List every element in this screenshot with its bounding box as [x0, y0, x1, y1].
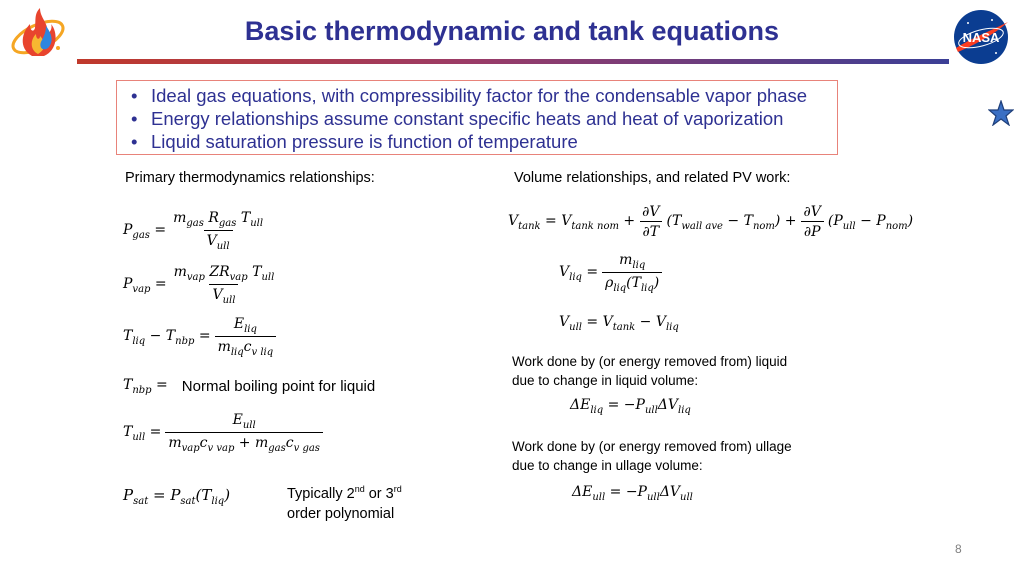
- liquid-work-note: Work done by (or energy removed from) liquid due to change in liquid volume:: [512, 354, 788, 388]
- tnbp-description: Normal boiling point for liquid: [181, 378, 376, 395]
- equation-t-nbp: $T_{nbp}$ = Normal boiling point for liquid: [123, 377, 376, 396]
- equation-t-ull: $T_{ull}$ = $\frac{E_{ull}}{m_{vap}c_{v vap} + m_{gas}c_{v gas}}$: [123, 412, 327, 454]
- page-number: 8: [955, 542, 962, 556]
- equation-v-tank: $V_{tank} = V_{tank nom}$ + $\frac{\partial V}{\partial T}$ $(T_{wall ave} - T_{nom})$ + $\frac{\partial V}{\partial P}$ $(P_{ull} - P_{nom})$: [508, 204, 914, 240]
- page-title: Basic thermodynamic and tank equations: [244, 16, 780, 46]
- svg-text:NASA: NASA: [962, 30, 1000, 45]
- summary-box: [116, 80, 838, 155]
- left-heading: Primary thermodynamics relationships:: [125, 170, 375, 186]
- ullage-work-note: Work done by (or energy removed from) ullage due to change in ullage volume:: [512, 439, 792, 473]
- equation-t-liq: $T_{liq} - T_{nbp}$ = $\frac{E_{liq}}{m_{liq}c_{v liq}}$: [123, 316, 280, 358]
- list-item: • Ideal gas equations, with compressibility factor for the condensable vapor phase: [131, 84, 837, 107]
- equation-delta-e-liq: $\Delta E_{liq} = -P_{ull}\Delta V_{liq}$: [570, 397, 691, 416]
- right-heading: Volume relationships, and related PV work:: [514, 170, 791, 186]
- title-divider: [77, 59, 949, 64]
- equation-p-sat: $P_{sat} = P_{sat}(T_{liq})$: [123, 486, 231, 507]
- equation-v-ull: $V_{ull} = V_{tank} - V_{liq}$: [559, 314, 679, 333]
- nasa-logo: [952, 8, 1010, 66]
- equation-p-vap: $P_{vap}$ = $\frac{m_{vap} ZR_{vap} T_{ull}}{V_{ull}}$: [123, 264, 275, 306]
- equation-delta-e-ull: $\Delta E_{ull} = -P_{ull}\Delta V_{ull}$: [572, 484, 693, 503]
- summary-list: [117, 81, 837, 153]
- equation-v-liq: $V_{liq}$ = $\frac{m_{liq}}{\rho_{liq}(T_{liq})}$: [559, 252, 666, 294]
- list-item: • Liquid saturation pressure is function of temperature: [131, 130, 837, 153]
- equation-p-gas: $P_{gas}$ = $\frac{m_{gas} R_{gas} T_{ull}}{V_{ull}}$: [123, 210, 264, 252]
- blue-star-icon: [988, 100, 1014, 131]
- list-item: • Energy relationships assume constant specific heats and heat of vaporization: [131, 107, 837, 130]
- psat-description: Typically 2nd or 3rd order polynomial: [287, 484, 402, 522]
